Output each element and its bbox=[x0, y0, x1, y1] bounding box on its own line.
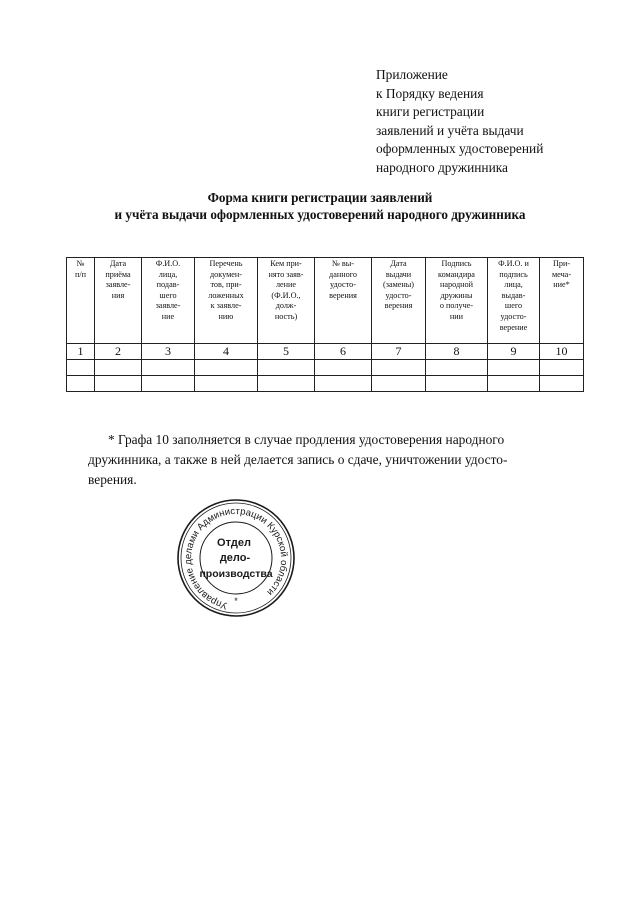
office-stamp bbox=[168, 495, 304, 621]
column-number-row bbox=[67, 344, 584, 360]
header-line: При- bbox=[552, 259, 571, 268]
header-line: заявле- bbox=[155, 301, 181, 311]
appendix-line: книги регистрации bbox=[376, 104, 485, 120]
column-number: 9 bbox=[488, 344, 540, 360]
header-line: нии bbox=[449, 311, 464, 321]
column-number: 10 bbox=[540, 344, 584, 360]
table-cell bbox=[426, 376, 488, 392]
stamp-center-line: производства bbox=[199, 568, 273, 580]
footnote-line: верения. bbox=[88, 472, 137, 487]
form-title-line-1: Форма книги регистрации заявлений bbox=[207, 190, 433, 205]
header-line: приёма bbox=[105, 269, 131, 279]
header-line: лица, bbox=[158, 269, 178, 279]
header-line: п/п bbox=[74, 269, 87, 279]
table-cell bbox=[540, 360, 584, 376]
table-header-row bbox=[67, 258, 584, 344]
header-cell bbox=[195, 258, 258, 344]
header-cell bbox=[67, 258, 95, 344]
header-line: Подпись bbox=[441, 259, 472, 268]
column-number: 5 bbox=[258, 344, 315, 360]
table-row bbox=[67, 376, 584, 392]
table-cell bbox=[488, 360, 540, 376]
header-line: данного bbox=[329, 269, 357, 279]
header-line: нято заяв- bbox=[268, 269, 304, 279]
table-cell bbox=[67, 360, 95, 376]
column-number: 7 bbox=[372, 344, 426, 360]
header-cell bbox=[488, 258, 540, 344]
table-cell bbox=[488, 376, 540, 392]
header-line: верения bbox=[329, 290, 357, 300]
column-number: 1 bbox=[67, 344, 95, 360]
header-line: дружины bbox=[440, 290, 473, 300]
appendix-line: к Порядку ведения bbox=[376, 85, 484, 101]
table-cell bbox=[95, 376, 142, 392]
table-cell bbox=[195, 360, 258, 376]
header-line: верение bbox=[499, 322, 528, 332]
header-line: докумен- bbox=[209, 269, 243, 279]
footnote bbox=[88, 430, 588, 490]
header-line: № вы- bbox=[332, 259, 354, 268]
footnote-line: * Графа 10 заполняется в случае продления удостоверения народного bbox=[108, 432, 505, 447]
header-line: ление bbox=[275, 280, 297, 290]
header-line: удосто- bbox=[330, 280, 356, 290]
header-line: меча- bbox=[551, 269, 572, 279]
header-line: шего bbox=[504, 301, 523, 311]
column-number: 8 bbox=[426, 344, 488, 360]
header-line: подпись bbox=[499, 269, 528, 279]
table-row bbox=[67, 360, 584, 376]
header-line: ложенных bbox=[208, 290, 244, 300]
header-line: нию bbox=[218, 311, 234, 321]
header-line: № bbox=[76, 259, 85, 268]
header-cell bbox=[540, 258, 584, 344]
header-line: (замены) bbox=[382, 280, 415, 290]
table-cell bbox=[540, 376, 584, 392]
table-cell bbox=[258, 360, 315, 376]
blank-rows bbox=[67, 360, 584, 392]
header-line: народной bbox=[440, 280, 473, 290]
header-cell bbox=[426, 258, 488, 344]
header-line: Дата bbox=[390, 259, 407, 268]
header-line: выдачи bbox=[385, 269, 412, 279]
header-line: шего bbox=[159, 290, 177, 300]
stamp-ring-text: Управление делами Администрации Курской области bbox=[182, 505, 290, 612]
table-cell bbox=[67, 376, 95, 392]
registration-table bbox=[66, 257, 584, 392]
header-line: выдав- bbox=[501, 290, 526, 300]
header-line: подав- bbox=[156, 280, 180, 290]
stamp-center-line: дело- bbox=[219, 552, 251, 564]
header-line: о получе- bbox=[439, 301, 474, 311]
appendix-block bbox=[376, 66, 616, 178]
footnote-line: дружинника, а также в ней делается запись о сдаче, уничтожении удосто- bbox=[88, 452, 508, 467]
stamp-center-line: Отдел bbox=[217, 537, 251, 549]
header-line: Ф.И.О. и bbox=[498, 259, 529, 268]
table-cell bbox=[195, 376, 258, 392]
header-cell bbox=[95, 258, 142, 344]
table-cell bbox=[95, 360, 142, 376]
column-number: 2 bbox=[95, 344, 142, 360]
header-line: заявле- bbox=[105, 280, 131, 290]
table-cell bbox=[142, 360, 195, 376]
header-line: тов, при- bbox=[210, 280, 242, 290]
table-cell bbox=[258, 376, 315, 392]
header-cell bbox=[372, 258, 426, 344]
appendix-line: Приложение bbox=[376, 67, 448, 82]
column-number: 6 bbox=[315, 344, 372, 360]
header-line: долж- bbox=[275, 301, 297, 311]
table-cell bbox=[315, 360, 372, 376]
column-number: 4 bbox=[195, 344, 258, 360]
header-line: ние bbox=[161, 311, 175, 321]
header-line: удосто- bbox=[385, 290, 412, 300]
header-line: Ф.И.О. bbox=[155, 259, 181, 268]
header-line: ние* bbox=[553, 280, 570, 290]
header-line: (Ф.И.О., bbox=[271, 290, 301, 300]
form-title-line-2: и учёта выдачи оформленных удостоверений народного дружинника bbox=[114, 207, 526, 222]
table-cell bbox=[372, 360, 426, 376]
appendix-line: оформленных удостоверений bbox=[376, 141, 544, 157]
table-cell bbox=[315, 376, 372, 392]
header-cell bbox=[315, 258, 372, 344]
header-line: командира bbox=[438, 269, 475, 279]
header-line: верения bbox=[384, 301, 413, 311]
header-line: Перечень bbox=[209, 259, 243, 268]
appendix-line: народного дружинника bbox=[376, 159, 509, 175]
header-cell bbox=[142, 258, 195, 344]
header-line: к заявле- bbox=[210, 301, 242, 311]
stamp-seal bbox=[168, 495, 304, 621]
header-line: Кем при- bbox=[270, 259, 302, 268]
table-cell bbox=[142, 376, 195, 392]
header-cell bbox=[258, 258, 315, 344]
column-number: 3 bbox=[142, 344, 195, 360]
appendix-line: заявлений и учёта выдачи bbox=[376, 122, 524, 138]
header-line: удосто- bbox=[500, 311, 527, 321]
header-line: лица, bbox=[504, 280, 523, 290]
header-line: Дата bbox=[109, 259, 127, 268]
stamp-star: * bbox=[234, 596, 238, 606]
header-line: ния bbox=[111, 290, 125, 300]
header-line: ность) bbox=[274, 311, 298, 321]
table-cell bbox=[426, 360, 488, 376]
form-title bbox=[40, 189, 600, 223]
table-cell bbox=[372, 376, 426, 392]
